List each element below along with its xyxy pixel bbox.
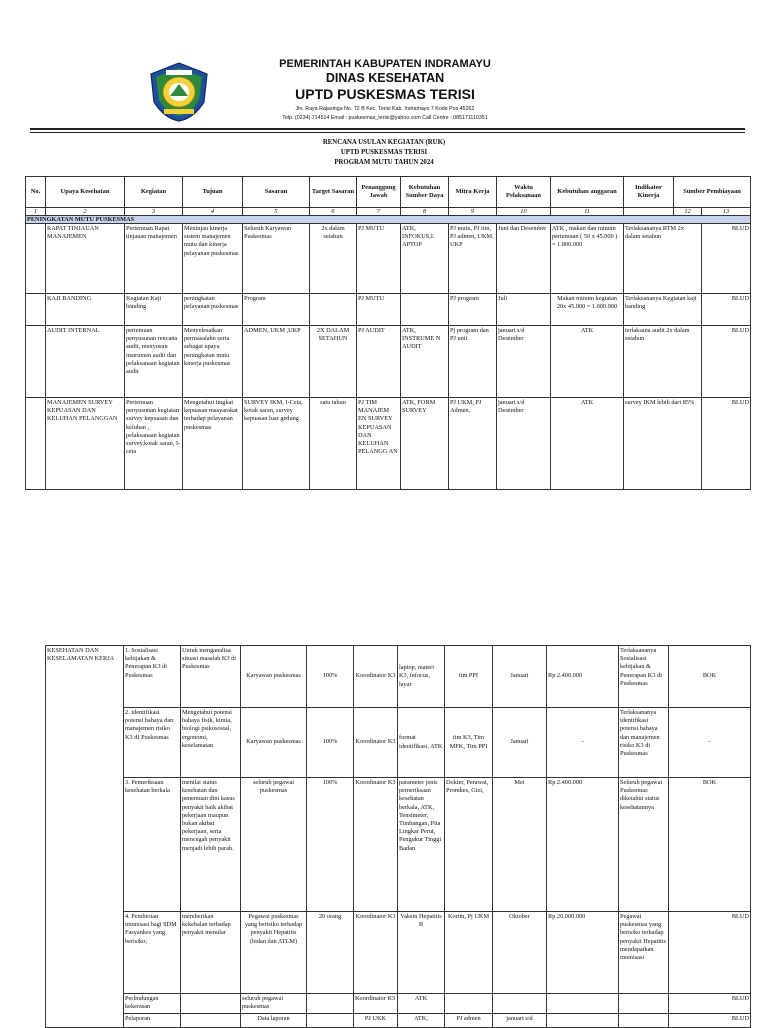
cell-kebutuhan: laptop, materi K3, infocus, layar [398,646,445,708]
table-row [26,398,751,490]
table-row [46,708,751,778]
header-upaya: Upaya Kesehatan [46,177,125,208]
cell-sasaran: Pegawai puskesmas yang berisiko terhadap penyakit Hepatitis (bidan dan ATLM) [241,912,307,994]
regency-seal-icon [148,62,210,122]
table-row [46,994,751,1014]
cell-kegiatan: 3. Pemeriksaan kesehatan berkala [124,778,181,912]
cell-mitra: PJ program [449,294,497,326]
ruk-table-page-1 [25,176,751,490]
header-sasaran: Sasaran [243,177,310,208]
cell-kegiatan: pertemuan penyusunan rencana audit, menyusun instrumen audit dan pelaksanaan kegiatan audit [125,326,183,398]
header-mitra: Mitra Kerja [449,177,497,208]
cell-kegiatan: 2. identifikasi potensi bahaya dan manajemen risiko K3 dI Puskesmas [124,708,181,778]
cell-mitra: PJ mutu, PJ tim, PJ admen, UKM, UKP [449,224,497,294]
cell-anggaran: Makan minum kegiatan 20x 45.000 = 1.000.000 [551,294,624,326]
contact-info: Telp. (0234) 714514 Email : puskesmas_terisi@yahoo.com Call Centre : 085171110351 [282,115,488,121]
table-row [26,294,751,326]
cell-tujuan: Mengetahui tingkat kepuasan masyarakat terhadap pelayanan puskesmas [183,398,243,490]
cell-kegiatan: 1. Sosialisasi kebijakan & Penerapan K3 di Puskesmas [124,646,181,708]
cell-tujuan: peningkatan pelayanan puskesmas [183,294,243,326]
column-number-row [26,208,751,216]
cell-no [26,294,46,326]
cell-mitra [445,994,493,1014]
col-number: 1 [26,208,46,216]
table-row [46,778,751,912]
cell-sumber: BLUD [669,912,751,994]
cell-mitra: PJ UKM, PJ Admen, [449,398,497,490]
col-number: 13 [702,208,751,216]
cell-no [26,398,46,490]
table-row [46,646,751,708]
cell-tujuan: Untuk menganalisa situasi masalah K3 di Puskesmas [181,646,241,708]
government-name: PEMERINTAH KABUPATEN INDRAMAYU [279,58,491,70]
cell-no [26,326,46,398]
col-number: 6 [310,208,357,216]
cell-waktu: januari s/d Desember [497,326,551,398]
cell-pj: Koordinator K3 [354,912,398,994]
cell-waktu: Juli [497,294,551,326]
cell-sasaran: SURVEY IKM, I-Ceta, kotak saran, survey kepuasan luar gedung [243,398,310,490]
cell-waktu: Oktober [493,912,547,994]
cell-pj: PJ UKK [354,1014,398,1028]
cell-sumber: BOK [669,646,751,708]
cell-anggaran [547,994,619,1014]
cell-pj: PJ AUDIT [357,326,401,398]
cell-indikator: Terlaksananya identifikasi potensi bahaya dan manajemen risiko K3 di Puskesmas [619,708,669,778]
col-number: 10 [497,208,551,216]
cell-tujuan: menilai status kesehatan dan penemuan dini kasus penyakit baik akibat pekerjaan maupun bukan akibat pekerjaan, serta mencegah penyakit menjadi lebih parah. [181,778,241,912]
cell-anggaran: Rp 20.000.000 [547,912,619,994]
cell-upaya: KAJI BANDING [46,294,125,326]
cell-sasaran: Karyawan puskesmas [241,708,307,778]
cell-sumber: BLUD [702,224,751,294]
cell-pj: Koordinator K3 [354,778,398,912]
cell-mitra: PJ admen [445,1014,493,1028]
col-number: 7 [357,208,401,216]
cell-kegiatan: Pertemuan Rapat tinjauan manajemen [125,224,183,294]
cell-indikator: terlaksana audit 2x dalam setahun [624,326,702,398]
cell-mitra: tim PPI [445,646,493,708]
col-number: 3 [125,208,183,216]
title-line-1: RENCANA USULAN KEGIATAN (RUK) [322,139,446,146]
cell-sasaran: Program [243,294,310,326]
header-anggaran: Kebutuhan anggaran [551,177,624,208]
cell-kebutuhan: parameter jenis pemeriksaan kesehatan berkala, ATK, Tensimeter, Timbangan, Pita Lingkar Perut, Pengukur Tinggi Badan [398,778,445,912]
cell-target: 20 orang [307,912,354,994]
letterhead-text [215,58,555,121]
institution-name: UPTD PUSKESMAS TERISI [295,86,475,102]
cell-target: 100% [307,708,354,778]
cell-indikator: Terlaksananya Sosialisasi kebijakan & Penerapan K3 di Puskesmas [619,646,669,708]
cell-target [307,994,354,1014]
cell-indikator: Terlaksananya RTM 2x dalam setahun [624,224,702,294]
cell-sumber: BLUD [669,1014,751,1028]
cell-sumber: BLUD [702,326,751,398]
cell-pj: Koordinator K3 [354,708,398,778]
cell-target: 100% [307,646,354,708]
header-waktu: Waktu Pelaksanaan [497,177,551,208]
cell-sasaran: seluruh pegawai puskesmas [241,778,307,912]
cell-waktu: januari s/d [493,1014,547,1028]
col-number [624,208,674,216]
cell-sumber: - [669,708,751,778]
col-number: 9 [449,208,497,216]
cell-target: 2x dalam setahun [310,224,357,294]
col-number: 5 [243,208,310,216]
cell-kegiatan: 4. Pemberian imunisasi bagi SDM Fasyankes yang berisiko; [124,912,181,994]
cell-mitra: Korim, Pj UKM [445,912,493,994]
cell-waktu: Januari [493,646,547,708]
cell-upaya: AUDIT INTERNAL [46,326,125,398]
cell-target: satu tahun [310,398,357,490]
cell-tujuan: Mengetahui potensi bahaya fisik, kimia, biologi psikososial, ergonomi, keselamatan [181,708,241,778]
cell-sumber: BLUD [702,294,751,326]
cell-anggaran [547,1014,619,1028]
cell-target [307,1014,354,1028]
cell-tujuan [181,1014,241,1028]
title-line-3: PROGRAM MUTU TAHUN 2024 [334,159,434,166]
cell-tujuan: memberikan kekebalan terhadap penyakit menular [181,912,241,994]
cell-waktu: Januari [493,708,547,778]
cell-target [310,294,357,326]
header-kegiatan: Kegiatan [125,177,183,208]
cell-indikator: survey IKM lebih dari 85% [624,398,702,490]
document-title [0,138,768,168]
table-row [26,326,751,398]
cell-target: 100% [307,778,354,912]
cell-kegiatan: Pelaporan [124,1014,181,1028]
col-number: 12 [674,208,702,216]
title-line-2: UPTD PUSKESMAS TERISI [340,149,428,156]
cell-kebutuhan: ATK, INSTRUME N AUDIT [401,326,449,398]
department-name: DINAS KESEHATAN [325,71,445,85]
cell-anggaran: ATK , makan dan minum pertemuan ( 50 x 45.000 ) = 1.800.000 [551,224,624,294]
header-pj: Penanggung Jawab [357,177,401,208]
header-row [26,177,751,208]
col-number: 2 [46,208,125,216]
cell-kebutuhan: ATK, INFOKUS,L APTOP [401,224,449,294]
cell-mitra: Dokter, Perawat, Promkes, Gizi, [445,778,493,912]
cell-anggaran: ATK [551,326,624,398]
cell-waktu: Juni dan Desember [497,224,551,294]
cell-no [26,224,46,294]
cell-pj: PJ MUTU [357,294,401,326]
cell-sumber: BLUD [702,398,751,490]
cell-kebutuhan [401,294,449,326]
cell-indikator [619,1014,669,1028]
cell-waktu [493,994,547,1014]
cell-mitra: Pj program dan PJ unit [449,326,497,398]
cell-sasaran: Seluruh Karyawan Puskesmas [243,224,310,294]
cell-sasaran: ADMEN, UKM ,UKP [243,326,310,398]
cell-kegiatan: Kegiatan Kaji banding [125,294,183,326]
header-sumber: Sumber Pembiayaan [674,177,751,208]
section-row [26,216,751,224]
table-row [46,1014,751,1028]
cell-indikator: Terlaksananya Kegiatan kaji banding [624,294,702,326]
cell-anggaran: - [547,708,619,778]
cell-sasaran: seluruh pegawai puskesmas [241,994,307,1014]
header-indikator: Indikator Kinerja [624,177,674,208]
cell-waktu: Mei [493,778,547,912]
cell-kebutuhan: ATK, [398,1014,445,1028]
cell-tujuan: Meninjau kinerja sistem manajemen mutu dan kinerja pelayanan puskesmas [183,224,243,294]
cell-kegiatan: Pertemuan penyusunan kegiatan survey kepuasan dan keluhan , pelaksanaan kegiatan survey,kotak saran, I-ceta [125,398,183,490]
cell-anggaran: Rp 2.400.000 [547,778,619,912]
ruk-table-page-2 [45,645,751,1028]
letterhead-rule-thick [30,128,745,130]
cell-indikator: Pegawai puskesmas yang berisiko terhadap penyakit Hepatitis mendapatkan imunisasi [619,912,669,994]
cell-anggaran: Rp 2.400.000 [547,646,619,708]
header-target: Target Sasaran [310,177,357,208]
letterhead [0,50,768,135]
cell-kebutuhan: ATK, FORM SURVEY [401,398,449,490]
cell-target: 2X DALAM SETAHUN [310,326,357,398]
cell-waktu: januari s/d Desember [497,398,551,490]
cell-kebutuhan: Vaksin Hepatitis B [398,912,445,994]
col-number: 8 [401,208,449,216]
cell-kebutuhan: format identifikasi, ATK [398,708,445,778]
cell-pj: Koordinator K3 [354,994,398,1014]
section-title: PENINGKATAN MUTU PUSKESMAS [26,216,751,224]
cell-kegiatan: Perlindungan kekerasan [124,994,181,1014]
header-kebutuhan: Kebutuhan Sumber Daya [401,177,449,208]
table-row [26,224,751,294]
cell-tujuan [181,994,241,1014]
cell-upaya: MANAJEMEN SURVEY KEPUASAN DAN KELUHAN PELANGGAN [46,398,125,490]
cell-upaya: RAPAT TINJAUAN MANAJEMEN [46,224,125,294]
letterhead-rule-thin [30,132,745,133]
cell-mitra: tim K3, Tim MFK, Tim PPI [445,708,493,778]
cell-sasaran: Data laporan [241,1014,307,1028]
cell-sumber: BLUD [669,994,751,1014]
cell-tujuan: Menyelesaikan permasalahn serta sebagai upaya peningkatan mutu kinerja puskesmas [183,326,243,398]
header-no: No. [26,177,46,208]
col-number: 11 [551,208,624,216]
cell-pj: PJ TIM MANAJEM EN SURVEY KEPUASAN DAN KELUHAN PELANGG AN [357,398,401,490]
cell-anggaran: ATK [551,398,624,490]
table-row [46,912,751,994]
address: Jln. Raya Rajasinga No. 72 B Kec. Terisi Kab. Indramayu 7 Kode Pos 45262 [295,106,475,112]
cell-indikator: Seluruh pegawai Puskesmas diketahui status kesehatannya [619,778,669,912]
cell-sasaran: Karyawan puskesmas [241,646,307,708]
cell-kebutuhan: ATK [398,994,445,1014]
header-tujuan: Tujuan [183,177,243,208]
cell-indikator [619,994,669,1014]
cell-sumber: BOK [669,778,751,912]
cell-pj: PJ MUTU [357,224,401,294]
cell-pj: Koordinator K3 [354,646,398,708]
cell-upaya: KESEHATAN DAN KESELAMATAN KERJA [46,646,124,1028]
col-number: 4 [183,208,243,216]
